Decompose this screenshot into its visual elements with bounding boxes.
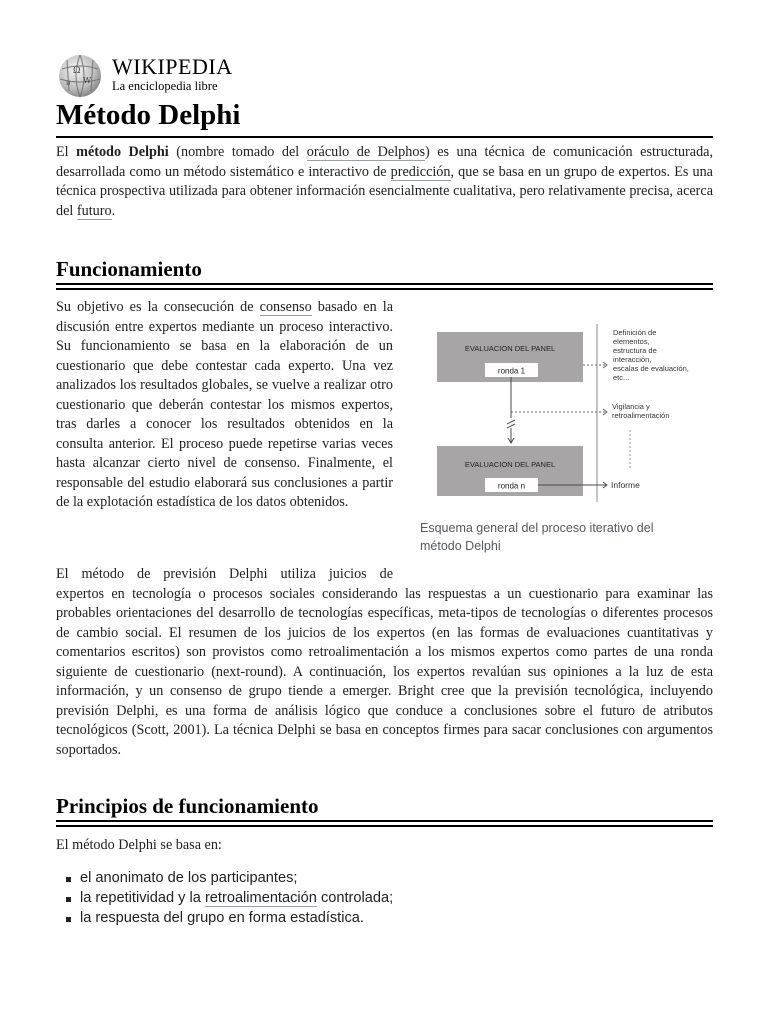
list-item-text: la respuesta del grupo en forma estadística. <box>80 910 364 926</box>
svg-text:и: и <box>66 79 71 87</box>
svg-text:elementos,: elementos, <box>613 337 650 346</box>
panel-box-1-label: EVALUACION DEL PANEL <box>464 344 556 353</box>
principios-intro: El método Delphi se basa en: <box>56 837 222 853</box>
panel-box-2-label: EVALUACION DEL PANEL <box>464 460 556 469</box>
svg-text:interacción,: interacción, <box>613 355 652 364</box>
figure-caption: Esquema general del proceso iterativo del método Delphi <box>420 521 654 553</box>
svg-text:Ω: Ω <box>73 66 81 76</box>
list-item-text: la repetitividad y la <box>80 890 205 906</box>
note-definicion <box>613 328 689 382</box>
note-vigilancia <box>612 402 670 420</box>
svg-text:estructura de: estructura de <box>613 346 657 355</box>
intro-text-3: ) es una técnica de comunicación estructurada, desarrollada como un método sistemático e interactivo de <box>56 144 714 180</box>
list-item <box>56 868 393 888</box>
title-rule <box>56 136 713 138</box>
funcionamiento-paragraph-1 <box>56 298 393 513</box>
svg-text:W: W <box>83 76 92 85</box>
svg-text:Definición de: Definición de <box>613 328 657 337</box>
section-rule <box>56 820 713 827</box>
section-heading-principios: Principios de funcionamiento <box>56 794 319 818</box>
svg-text:etc...: etc... <box>613 373 630 382</box>
intro-text-4: , que se basa en un grupo de expertos. Es una técnica prospectiva utilizada para obtener información esencialmente cualitativa, pero relativamente precisa, acerca del <box>56 163 713 219</box>
svg-text:retroalimentación: retroalimentación <box>612 411 670 420</box>
intro-text-1: El <box>56 144 77 160</box>
link-prediccion[interactable]: predicción <box>390 163 451 180</box>
wikipedia-logo[interactable] <box>56 53 233 99</box>
list-item-text: controlada; <box>316 890 394 906</box>
list-item-text: el anonimato de los participantes; <box>80 870 298 886</box>
list-item <box>56 888 393 908</box>
round-n-label: ronda n <box>497 481 526 491</box>
svg-text:escalas de evaluación,: escalas de evaluación, <box>613 364 689 373</box>
intro-text-2: (nombre tomado del <box>168 144 307 160</box>
section-rule <box>56 283 713 290</box>
intro-paragraph <box>56 143 713 221</box>
link-retroalimentacion[interactable]: retroalimentación <box>204 890 317 906</box>
delphi-diagram-figure <box>420 318 713 555</box>
link-futuro[interactable]: futuro <box>76 202 112 219</box>
intro-text-5: . <box>111 202 116 219</box>
delphi-process-diagram[interactable] <box>420 318 713 508</box>
wordmark <box>112 53 233 93</box>
func-p2-first-line: El método de previsión Delphi utiliza juicios de <box>56 566 393 582</box>
wordmark-title: WIKIPEDIA <box>112 53 233 79</box>
note-informe: Informe <box>611 480 640 490</box>
wordmark-subtitle: La enciclopedia libre <box>112 78 218 93</box>
page-title: Método Delphi <box>56 99 241 131</box>
svg-text:Vigilancia y: Vigilancia y <box>612 402 650 411</box>
round-1-label: ronda 1 <box>497 366 526 376</box>
funcionamiento-paragraph-2 <box>56 565 713 760</box>
list-item <box>56 908 393 928</box>
link-consenso[interactable]: consenso <box>259 299 312 315</box>
principios-list <box>56 868 393 928</box>
func-text-2: basado en la discusión entre expertos mediante un proceso interactivo. Su funcionamiento se basa en la elaboración de un cuestionario que debe contestar cada experto. Una vez analizados los resultados globales, se vuelve a realizar otro cuestionario que deberán contestar los mismos expertos, tras darles a conocer los resultados obtenidos en la consulta anterior. El proceso puede repetirse varias veces hasta alcanzar cierto nivel de consenso. Finalmente, el responsable del estudio elaborará sus conclusiones a partir de la explotación estadística de los datos obtenidos. <box>56 299 393 510</box>
link-oraculo-de-delphos[interactable]: oráculo de Delphos <box>306 144 425 160</box>
section-heading-funcionamiento: Funcionamiento <box>56 257 202 281</box>
puzzle-globe-icon <box>56 53 104 99</box>
intro-bold-term: método Delphi <box>76 144 169 160</box>
func-text-1: Su objetivo es la consecución de <box>56 299 260 315</box>
func-p2-rest: expertos en tecnología o procesos sociales considerando las respuestas a un cuestionario para examinar las probables orientaciones del desarrollo de tecnologías específicas, meta-tipos de tecnologías o diferentes procesos de cambio social. El resumen de los juicios de los expertos (en las formas de evaluaciones cuantitativas y comentarios escritos) son provistos como retroalimentación a los mismos expertos como partes de una ronda siguiente de cuestionario (next-round). A continuación, los expertos revalúan sus opiniones a la luz de esta información, y un consenso de grupo tiende a emerger. Bright cree que la previsión tecnológica, incluyendo previsión Delphi, es una forma de análisis lógico que conduce a conclusiones sobre el futuro de atributos tecnológicos (Scott, 2001). La técnica Delphi se basa en conceptos firmes para sacar conclusiones con argumentos soportados. <box>56 585 713 758</box>
